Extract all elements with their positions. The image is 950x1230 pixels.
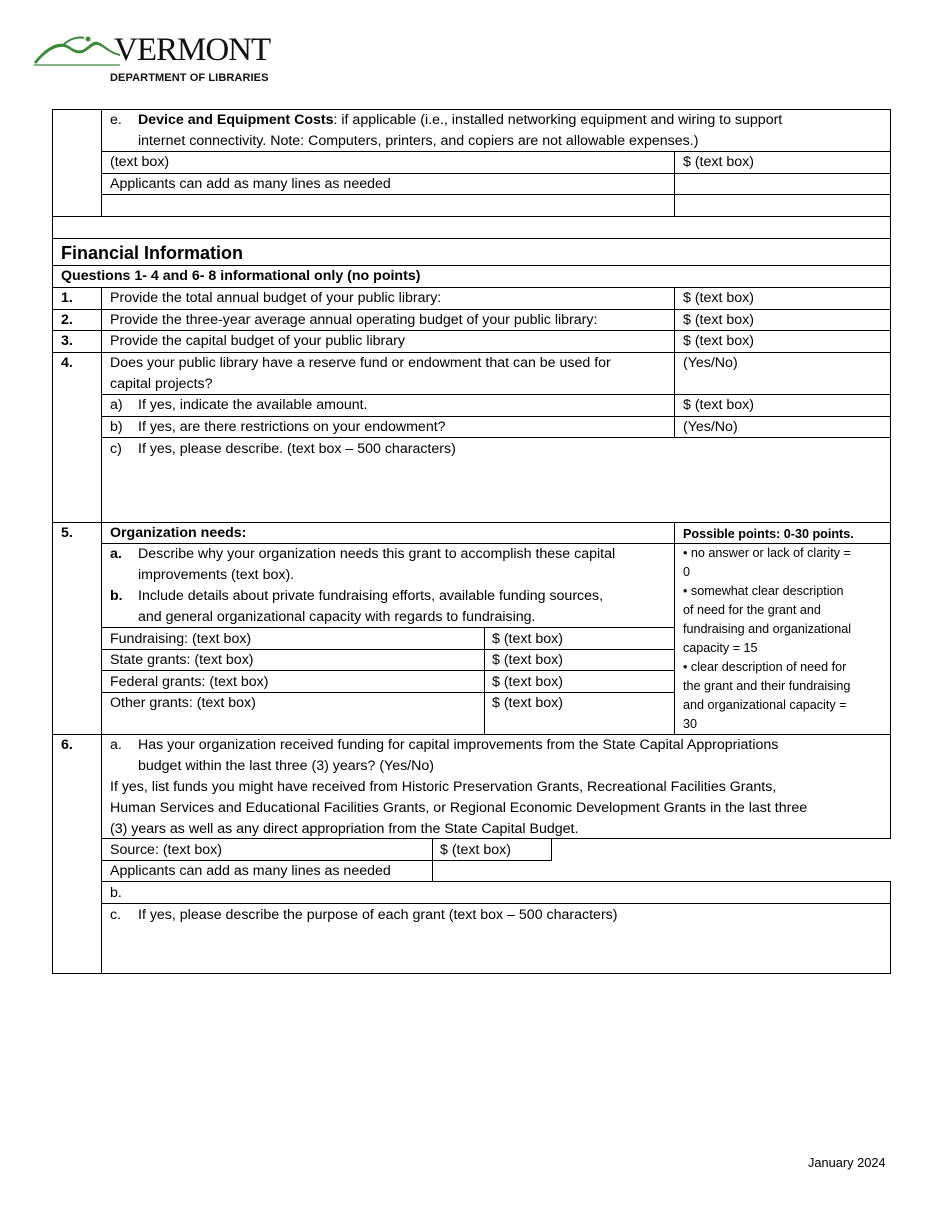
q5-points-line: capacity = 15 [683, 641, 758, 655]
q5a-text1: Describe why your organization needs this grant to accomplish these capital [138, 546, 616, 562]
q5b-marker: b. [110, 588, 123, 604]
section-e-title: Device and Equipment Costs [138, 112, 334, 128]
q5a-text2[interactable]: improvements (text box). [138, 567, 295, 583]
q6-paragraph-line2: Human Services and Educational Facilities Grants, or Regional Economic Development Grants in the last three [110, 800, 808, 816]
section-e-line1 [138, 110, 782, 131]
q5-points-line: 0 [683, 565, 691, 579]
q5-title: Organization needs: [110, 525, 247, 541]
q6-paragraph-line3: (3) years as well as any direct appropriation from the State Capital Budget. [110, 821, 579, 837]
q5b-text2: and general organizational capacity with regards to fundraising. [138, 609, 536, 625]
q4-number: 4. [61, 355, 73, 371]
q5-number: 5. [61, 525, 73, 541]
q6c-text[interactable]: If yes, please describe the purpose of each grant (text box – 500 characters) [138, 907, 618, 923]
q4-text1: Does your public library have a reserve fund or endowment that can be used for [110, 355, 611, 371]
q6-source-amount[interactable]: $ (text box) [440, 842, 511, 858]
q1-number: 1. [61, 290, 73, 306]
q2-text: Provide the three-year average annual operating budget of your public library: [110, 312, 598, 328]
logo-wordmark: VERMONT [114, 32, 271, 68]
q5-row-label[interactable]: State grants: (text box) [110, 652, 254, 668]
q5-points-title: Possible points: 0-30 points. [683, 527, 854, 541]
q5-points-line: • clear description of need for [683, 660, 847, 674]
logo-subtitle: DEPARTMENT OF LIBRARIES [110, 72, 269, 84]
financial-subheading: Questions 1- 4 and 6- 8 informational only (no points) [61, 268, 421, 284]
q5-row-amount[interactable]: $ (text box) [492, 631, 563, 647]
q6a-text1: Has your organization received funding for capital improvements from the State Capital Appropriations [138, 737, 779, 753]
q5-points-line: • no answer or lack of clarity = [683, 546, 851, 560]
q5-points-line: of need for the grant and [683, 603, 821, 617]
q6b-marker: b. [110, 885, 122, 901]
q3-number: 3. [61, 333, 73, 349]
q4a-marker: a) [110, 397, 123, 413]
q4c-text[interactable]: If yes, please describe. (text box – 500 characters) [138, 441, 456, 457]
q5-row-amount[interactable]: $ (text box) [492, 674, 563, 690]
vermont-libraries-logo [32, 32, 271, 88]
q6a-text2[interactable]: budget within the last three (3) years? (Yes/No) [138, 758, 434, 774]
q4a-text: If yes, indicate the available amount. [138, 397, 368, 413]
q4c-marker: c) [110, 441, 122, 457]
q4b-answer[interactable]: (Yes/No) [683, 419, 738, 435]
q3-text: Provide the capital budget of your public library [110, 333, 405, 349]
q6-source-input[interactable]: Source: (text box) [110, 842, 222, 858]
q6c-marker: c. [110, 907, 122, 923]
section-e-textbox[interactable]: (text box) [110, 154, 170, 170]
q6-paragraph-line1: If yes, list funds you might have received from Historic Preservation Grants, Recreational Facilities Grants, [110, 779, 777, 795]
q4-answer[interactable]: (Yes/No) [683, 355, 738, 371]
q6-number: 6. [61, 737, 73, 753]
q5-row-label[interactable]: Other grants: (text box) [110, 695, 256, 711]
section-e-text2: internet connectivity. Note: Computers, printers, and copiers are not allowable expenses.) [138, 133, 699, 149]
q4-text2: capital projects? [110, 376, 213, 392]
q4b-marker: b) [110, 419, 123, 435]
q2-answer[interactable]: $ (text box) [683, 312, 754, 328]
section-e-marker: e. [110, 112, 122, 128]
q5-row-amount[interactable]: $ (text box) [492, 652, 563, 668]
q4a-answer[interactable]: $ (text box) [683, 397, 754, 413]
section-e-add-lines: Applicants can add as many lines as needed [110, 176, 391, 192]
q5a-marker: a. [110, 546, 122, 562]
q6a-marker: a. [110, 737, 122, 753]
section-e-amount[interactable]: $ (text box) [683, 154, 754, 170]
q5-row-amount[interactable]: $ (text box) [492, 695, 563, 711]
q1-answer[interactable]: $ (text box) [683, 290, 754, 306]
q5-points-line: • somewhat clear description [683, 584, 844, 598]
q1-text: Provide the total annual budget of your public library: [110, 290, 442, 306]
q5-points-line: 30 [683, 717, 698, 731]
footer-date: January 2024 [808, 1155, 886, 1170]
q5-row-label[interactable]: Fundraising: (text box) [110, 631, 252, 647]
q5b-text1: Include details about private fundraising efforts, available funding sources, [138, 588, 604, 604]
q6-add-lines: Applicants can add as many lines as needed [110, 863, 391, 879]
q4b-text: If yes, are there restrictions on your endowment? [138, 419, 446, 435]
q5-row-label[interactable]: Federal grants: (text box) [110, 674, 269, 690]
q5-points-line: fundraising and organizational [683, 622, 852, 636]
q3-answer[interactable]: $ (text box) [683, 333, 754, 349]
q2-number: 2. [61, 312, 73, 328]
financial-heading: Financial Information [61, 243, 244, 263]
q5-points-line: and organizational capacity = [683, 698, 847, 712]
section-e-text1: : if applicable (i.e., installed networking equipment and wiring to support [333, 112, 783, 128]
q5-points-line: the grant and their fundraising [683, 679, 851, 693]
mountain-logo-icon [32, 32, 122, 66]
